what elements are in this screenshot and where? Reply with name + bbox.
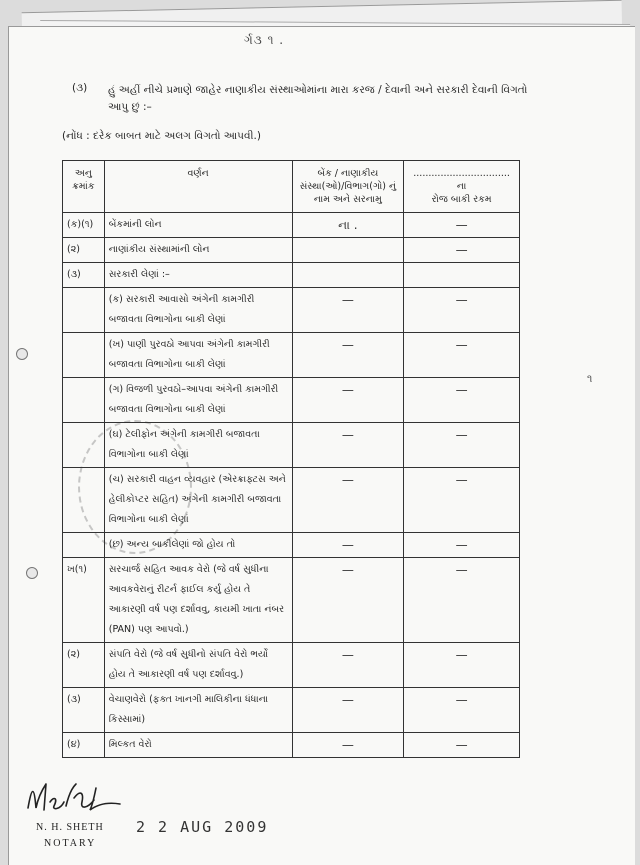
row-description: બેંકમાંની લોન [104,213,292,238]
row-institution: — [292,643,404,688]
paragraph-number: (૩) [72,82,88,94]
row-balance: — [404,558,520,643]
table-row [63,288,520,333]
row-description: (ગ) વિજળી પુરવઠો–આપવા અંગેની કામગીરી બજાવતા વિભાગોના બાકી લેણાં [104,378,292,423]
row-serial [63,288,105,333]
row-institution: — [292,733,404,758]
table-row [63,733,520,758]
row-description: (ક) સરકારી આવાસો અંગેની કામગીરી બજાવતા વિભાગોના બાકી લેણાં [104,288,292,333]
table-row [63,378,520,423]
notary-role: NOTARY [44,838,97,849]
row-serial: (ક)(૧) [63,213,105,238]
table-row [63,558,520,643]
table-row [63,423,520,468]
row-description: મિલ્કત વેરો [104,733,292,758]
table-row [63,213,520,238]
row-serial [63,378,105,423]
row-balance [404,263,520,288]
note-text: (નોંધ : દરેક બાબત માટે અલગ વિગતો આપવી.) [62,130,261,142]
row-description: (છ) અન્ય બાકીલેણાં જો હોય તો [104,533,292,558]
table-header-row [63,161,520,213]
table-row [63,263,520,288]
row-institution: — [292,688,404,733]
row-description: સંપતિ વેરો (જે વર્ષ સુધીનો સંપતિ વેરો ભર્યો હોય તે આકારણી વર્ષ પણ દર્શાવવુ.) [104,643,292,688]
header-serial: અનુ ક્રમાંક [63,161,105,213]
header-balance-date: ................................ ના [413,168,510,192]
row-balance: — [404,688,520,733]
table-row [63,688,520,733]
row-description: નાણાંકીય સંસ્થામાંની લોન [104,238,292,263]
margin-mark: ૧ [587,372,593,385]
row-serial [63,533,105,558]
row-balance: — [404,378,520,423]
row-balance: — [404,213,520,238]
row-institution: — [292,288,404,333]
row-balance: — [404,333,520,378]
row-description: (ચ) સરકારી વાહન વ્યવહાર (એરક્રાફ્ટસ અને હેલીકોપ્ટર સહિત) અંગેની કામગીરી બજાવતા વિભાગોના બાકી લેણાં [104,468,292,533]
handwritten-signature [24,780,136,816]
table-row [63,468,520,533]
row-balance: — [404,533,520,558]
paragraph-text: હું અહીં નીચે પ્રમાણે જાહેર નાણાકીય સંસ્થાઓમાંના મારા કરજ / દેવાની અને સરકારી દેવાની વિગતો આપુ છું :– [108,84,528,113]
row-serial: (૪) [63,733,105,758]
header-description: વર્ણન [104,161,292,213]
row-balance: — [404,643,520,688]
date-stamp: 2 2 AUG 2009 [136,818,269,836]
row-institution: — [292,333,404,378]
row-serial [63,333,105,378]
table-row [63,533,520,558]
row-institution: — [292,533,404,558]
row-serial: (૨) [63,643,105,688]
punch-hole [16,348,28,360]
row-serial: (૩) [63,688,105,733]
row-description: (ઘ) ટેલીફોન અંગેની કામગીરી બજાવતા વિભાગોના બાકી લેણાં [104,423,292,468]
row-balance: — [404,423,520,468]
row-institution [292,238,404,263]
row-balance: — [404,468,520,533]
row-institution: — [292,558,404,643]
row-institution: — [292,378,404,423]
row-institution: — [292,468,404,533]
punch-hole [26,567,38,579]
table-row [63,333,520,378]
header-balance-label: રોજ બાકી રકમ [431,194,492,205]
liabilities-table [62,160,520,758]
row-serial: (૨) [63,238,105,263]
row-serial [63,423,105,468]
notary-name: N. H. SHETH [36,822,104,833]
table-row [63,643,520,688]
row-description: વેચાણવેરો (ફક્ત ખાનગી માલિકીના ધંધાના કિસ્સામાં) [104,688,292,733]
header-balance [404,161,520,213]
row-serial: (૩) [63,263,105,288]
row-serial [63,468,105,533]
table-row [63,238,520,263]
row-institution: ના . [292,213,404,238]
row-balance: — [404,238,520,263]
top-scribble: ર્ગ૩ ૧ . [244,33,285,47]
row-institution: — [292,423,404,468]
row-institution [292,263,404,288]
row-description: સરકારી લેણાં :– [104,263,292,288]
header-institution: બેંક / નાણાકીય સંસ્થા(ઓ)/વિભાગ(ગો) નું નામ અને સરનામુ [292,161,404,213]
row-serial: ખ(૧) [63,558,105,643]
row-description: (ખ) પાણી પુરવઠો આપવા અંગેની કામગીરી બજાવતા વિભાગોના બાકી લેણાં [104,333,292,378]
row-description: સરચાર્જ સહિત આવક વેરો (જે વર્ષ સુધીના આવકવેરાનું રીટર્ન ફાઈલ કર્યુ હોય તે આકારણી વર્ષ પણ દર્શાવવુ, કાયમી ખાતા નંબર (PAN) પણ આપવો.) [104,558,292,643]
row-balance: — [404,288,520,333]
row-balance: — [404,733,520,758]
